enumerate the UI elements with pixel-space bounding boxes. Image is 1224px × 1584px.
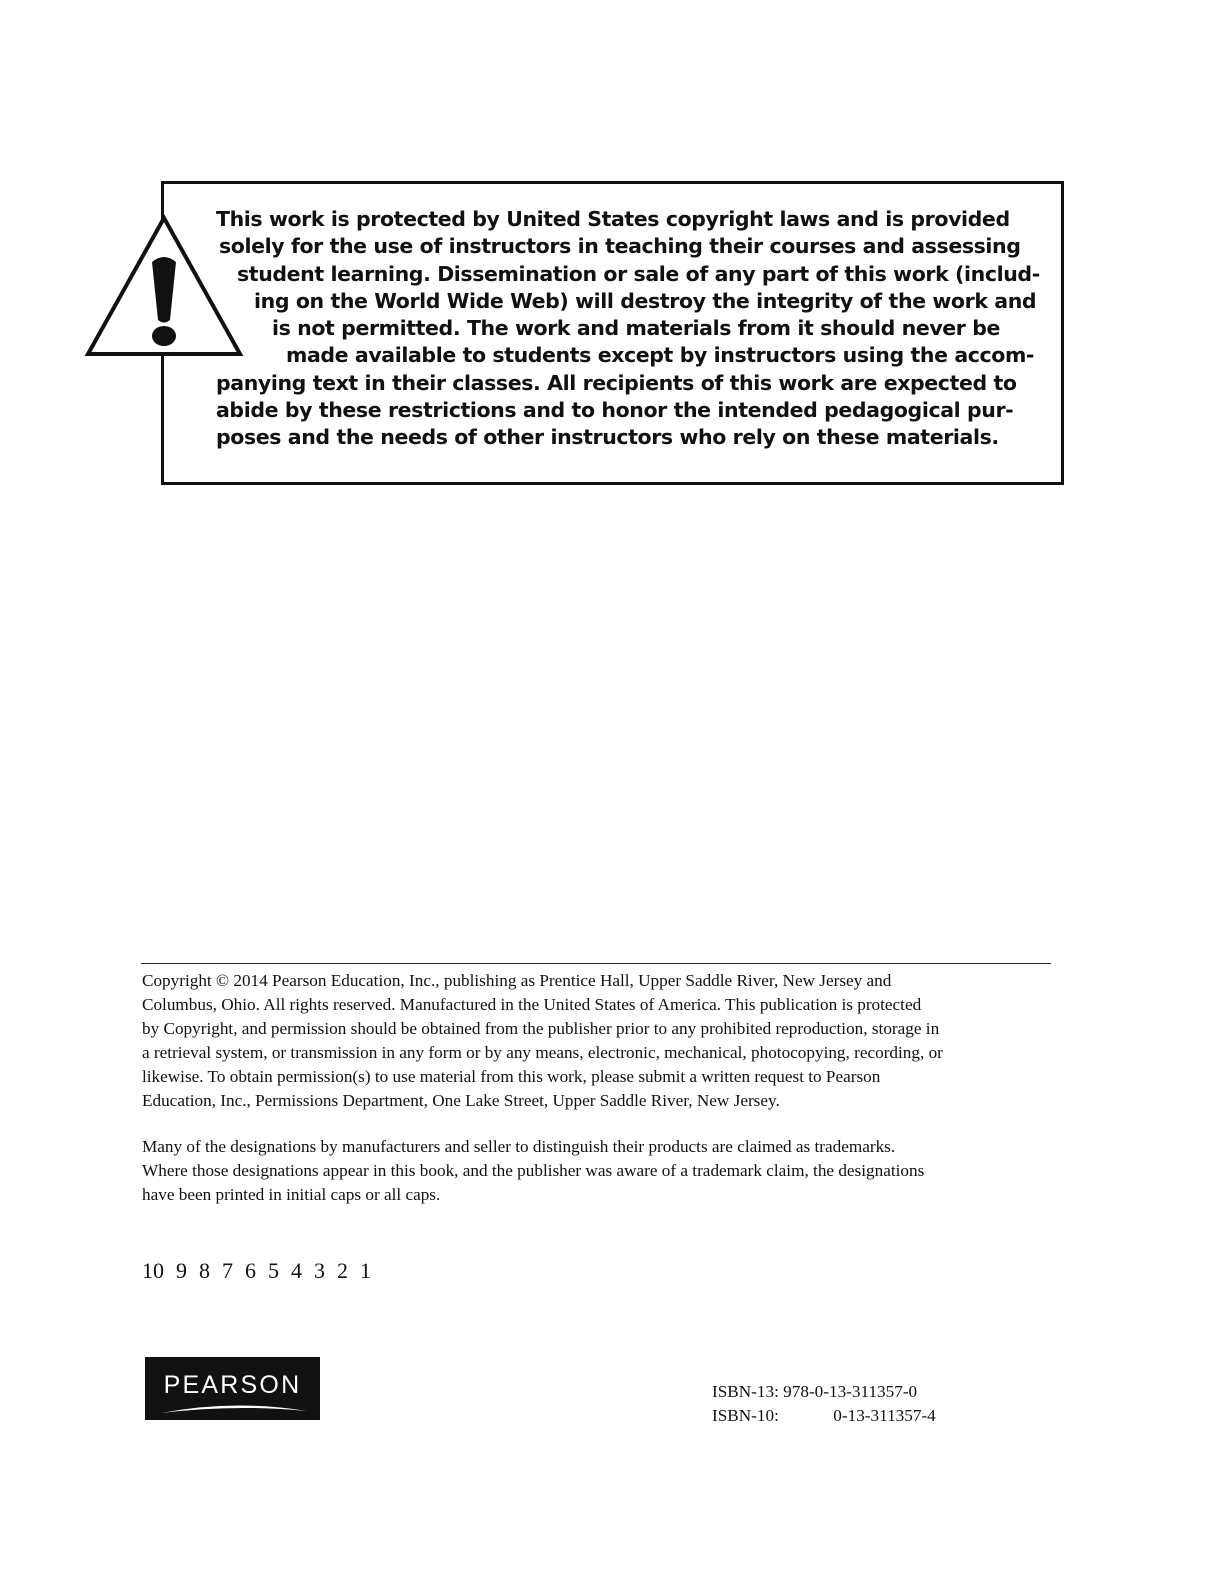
- divider-rule: [141, 963, 1051, 964]
- warning-line: panying text in their classes. All recipients of this work are expected to: [216, 370, 1017, 395]
- isbn-13-line: [712, 1380, 917, 1404]
- warning-line: ing on the World Wide Web) will destroy the integrity of the work and: [254, 288, 1037, 313]
- warning-line: made available to students except by instructors using the accom-: [286, 343, 1035, 368]
- copyright-line: Columbus, Ohio. All rights reserved. Manufactured in the United States of America. This publication is protected: [142, 994, 922, 1014]
- copyright-line: Copyright © 2014 Pearson Education, Inc., publishing as Prentice Hall, Upper Saddle River, New Jersey and: [142, 971, 892, 990]
- print-number: 2: [337, 1258, 348, 1283]
- print-number: 7: [222, 1258, 233, 1283]
- trademark-line: have been printed in initial caps or all caps.: [142, 1184, 441, 1204]
- isbn-10-label: ISBN-10:: [712, 1406, 779, 1425]
- pearson-logo: [145, 1357, 320, 1420]
- pearson-logo-text: PEARSON: [163, 1371, 302, 1399]
- print-number: 5: [268, 1258, 279, 1283]
- copyright-line: a retrieval system, or transmission in any form or by any means, electronic, mechanical, photocopying, recording, or: [142, 1042, 943, 1062]
- print-number: 3: [314, 1258, 325, 1283]
- print-number: 8: [199, 1258, 210, 1283]
- print-number: 4: [291, 1258, 302, 1283]
- warning-line: This work is protected by United States copyright laws and is provided: [216, 207, 1010, 231]
- isbn-10-line: [712, 1404, 936, 1428]
- trademark-line: Where those designations appear in this book, and the publisher was aware of a trademark claim, the designations: [142, 1160, 925, 1180]
- print-number: 10: [142, 1258, 164, 1283]
- warning-line: solely for the use of instructors in teaching their courses and assessing: [219, 234, 1021, 259]
- swoosh-icon: [159, 1401, 309, 1415]
- copyright-notice: [142, 969, 1082, 1112]
- trademark-notice: [142, 1135, 1082, 1207]
- print-number: 6: [245, 1258, 256, 1283]
- warning-line: poses and the needs of other instructors who rely on these materials.: [216, 425, 999, 450]
- print-number: 1: [360, 1258, 371, 1283]
- trademark-line: Many of the designations by manufacturers and seller to distinguish their products are claimed as trademarks.: [142, 1137, 896, 1156]
- copyright-line: Education, Inc., Permissions Department, One Lake Street, Upper Saddle River, New Jersey.: [142, 1090, 780, 1110]
- print-number: 9: [176, 1258, 187, 1283]
- warning-line: abide by these restrictions and to honor the intended pedagogical pur-: [216, 398, 1014, 423]
- isbn-10-value: 0-13-311357-4: [833, 1406, 936, 1425]
- printing-number-line: [142, 1258, 371, 1284]
- copyright-warning-text: [216, 206, 1046, 452]
- isbn-13-label: ISBN-13:: [712, 1382, 779, 1401]
- isbn-13-value: 978-0-13-311357-0: [783, 1382, 918, 1401]
- warning-line: student learning. Dissemination or sale of any part of this work (includ-: [237, 261, 1040, 286]
- warning-line: is not permitted. The work and materials from it should never be: [272, 316, 1001, 341]
- copyright-line: by Copyright, and permission should be obtained from the publisher prior to any prohibited reproduction, storage in: [142, 1018, 940, 1038]
- copyright-line: likewise. To obtain permission(s) to use material from this work, please submit a written request to Pearson: [142, 1066, 881, 1086]
